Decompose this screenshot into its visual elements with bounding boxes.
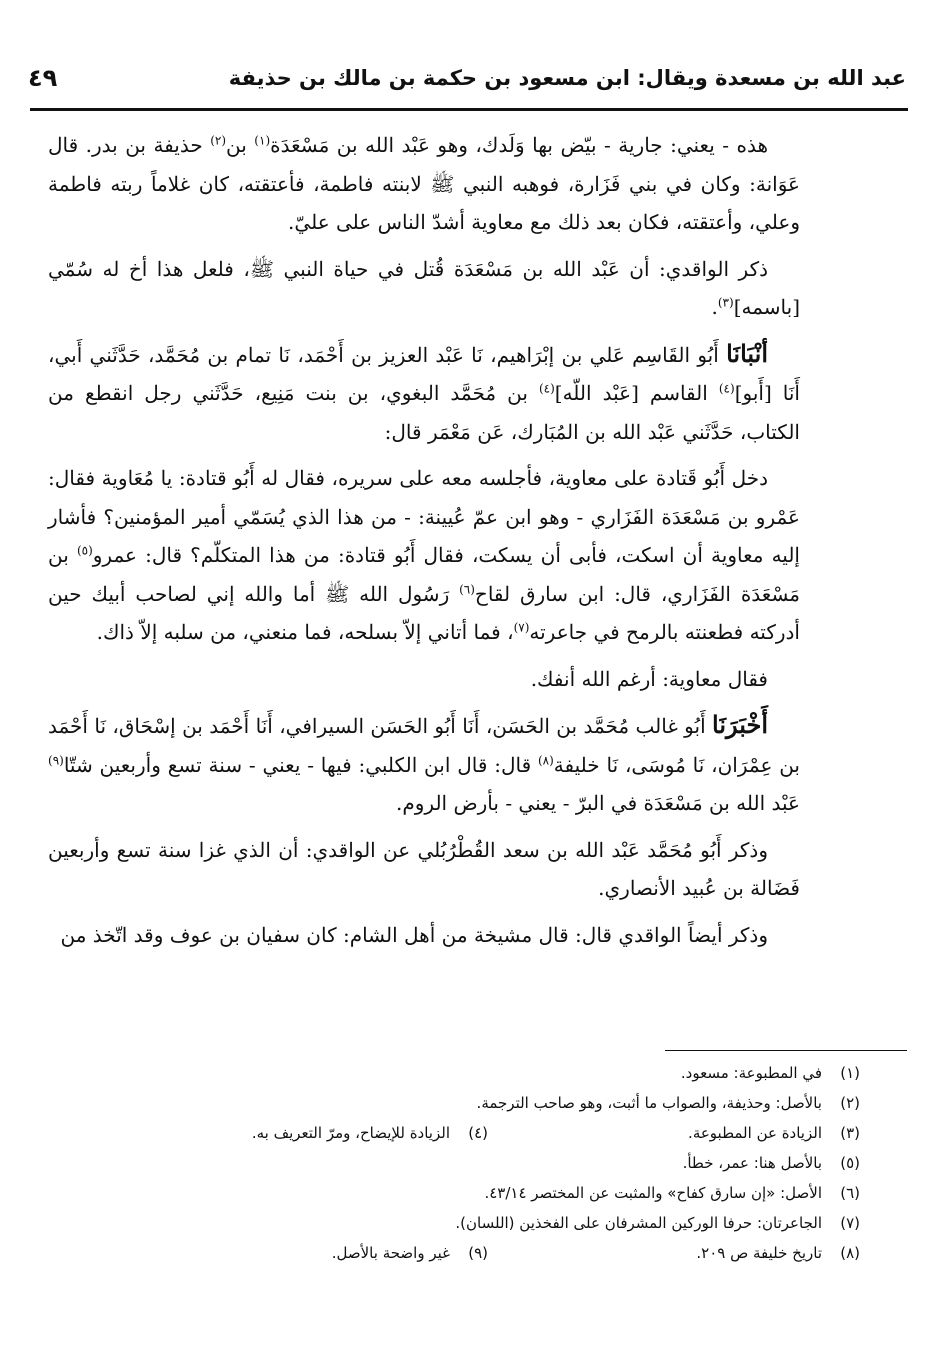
paragraph-8: وذكر أيضاً الواقدي قال: قال مشيخة من أهل الشام: كان سفيان بن عوف وقد اتّخذ من <box>60 922 768 947</box>
footnote-ref: (٤) <box>538 381 555 396</box>
footnote-ref: (٧) <box>513 620 530 635</box>
footnote-ref: (٣) <box>717 295 734 310</box>
page-header <box>28 62 906 106</box>
paragraph-2: ذكر الواقدي: أن عَبْد الله بن مَسْعَدَة قُتل في حياة النبي ﷺ، فلعل هذا أخ له سُمّي [باسمه]$^{(٣)}$. <box>48 256 800 319</box>
footnote-item: (٣)الزيادة عن المطبوعة. (٤)الزيادة للإيضاح، ومرّ التعريف به. <box>48 1118 860 1148</box>
isnad-lead: أنْبَانَا <box>726 338 768 368</box>
paragraph-5: فقال معاوية: أرغم الله أنفك. <box>530 666 768 691</box>
paragraph-4: دخل أَبُو قَتادة على معاوية، فأجلسه معه على سريره، فقال له أَبُو قتادة: يا مُعَاوية فقال: عَمْرو بن مَسْعَدَة الفَزَاري - وهو ابن عمّ عُيينة: - من هذا الذي يُسَمّي أمير المؤمنين؟ فأشار إليه معاوية أن اسكت، فأبى أن يسكت، فقال أَبُو قتادة: من هذا المتكلّم؟ قال: عمرو$^{(٥)}$ بن مَسْعَدَة الفَزَاري، قال: ابن سارق لقاح$^{(٦)}$ رَسُول الله ﷺ أما والله إني لصاحب أبيك حين أدركته فطعنته بالرمح في جاعرته$^{(٧)}$، فما أتاني إلاّ بسلحه، فما منعني، من سلبه إلاّ ذاك. <box>48 466 801 644</box>
footnote-item: (٤)الزيادة للإيضاح، ومرّ التعريف به. <box>251 1124 488 1142</box>
footnote-ref: (٤) <box>718 381 735 396</box>
main-text <box>48 126 800 962</box>
footnote-ref: (٢) <box>210 133 227 148</box>
footnote-item: (٩)غير واضحة بالأصل. <box>331 1244 488 1262</box>
header-rule <box>30 108 908 111</box>
footnote-item: (٧)الجاعرتان: حرفا الوركين المشرفان على الفخذين (اللسان). <box>455 1214 860 1232</box>
footnotes <box>48 1058 860 1268</box>
footnote-item: (٢)بالأصل: وحذيفة، والصواب ما أثبت، وهو صاحب الترجمة. <box>476 1094 860 1112</box>
footnote-ref: (٥) <box>76 543 93 558</box>
running-title: عبد الله بن مسعدة ويقال: ابن مسعود بن حكمة بن مالك بن حذيفة <box>228 66 906 90</box>
page-number: ٤٩ <box>28 64 58 92</box>
footnote-item: (٨)تاريخ خليفة ص ٢٠٩. (٩)غير واضحة بالأصل. <box>48 1238 860 1268</box>
footnote-item: (٦)الأصل: «إن سارق كفاح» والمثبت عن المختصر ٤٣/١٤. <box>484 1184 860 1202</box>
paragraph-1: هذه - يعني: جارية - بيّض بها وَلَدك، وهو عَبْد الله بن مَسْعَدَة$^{(١)}$ بن$^{(٢)}$ حذيفة بن بدر. قال عَوَانة: وكان في بني فَزَارة، فوهبه النبي ﷺ لابنته فاطمة، فأعتقته، كان غلاماً ربته فاطمة وعلي، وأعتقته، فكان بعد ذلك مع معاوية أشدّ الناس على عليّ. <box>48 133 800 234</box>
footnote-item: (١)في المطبوعة: مسعود. <box>680 1064 860 1082</box>
isnad-lead: أَخْبَرَنَا <box>712 710 768 739</box>
paragraph-6: أَخْبَرَنَا أَبُو غالب مُحَمَّد بن الحَسَن، أَنَا أَبُو الحَسَن السيرافي، أَنَا أَحْمَد بن إسْحَاق، نَا أَحْمَد بن عِمْرَان، نَا مُوسَى، نَا خليفة$^{(٨)}$ قال: قال ابن الكلبي: فيها - يعني - سنة تسع وأربعين شتّا$^{(٩)}$ عَبْد الله بن مَسْعَدَة في البرّ - يعني - بأرض الروم. <box>48 710 800 815</box>
footnote-ref: (٨) <box>537 752 554 767</box>
footnote-ref: (٦) <box>459 581 475 596</box>
footnote-ref: (١) <box>254 133 271 148</box>
footnote-ref: (٩) <box>48 752 64 767</box>
paragraph-7: وذكر أَبُو مُحَمَّد عَبْد الله بن سعد القُطْرُبُلي عن الواقدي: أن الذي غزا سنة تسع وأربعين فَضَالة بن عُبيد الأنصاري. <box>48 837 800 900</box>
footnote-item: (٥)بالأصل هنا: عمر، خطأ. <box>682 1154 860 1172</box>
footnote-rule <box>665 1050 907 1051</box>
paragraph-3: أنْبَانَا أَبُو القَاسِم عَلي بن إبْرَاهيم، نَا عَبْد العزيز بن أَحْمَد، نَا تمام بن مُحَمَّد، حَدَّثَني أَبي، أَنَا [أَبو]$^{(٤)}$ القاسم [عَبْد اللّه]$^{(٤)}$ بن مُحَمَّد البغوي، بن بنت مَنِيع، حَدَّثَني رجل انقطع من الكتاب، حَدَّثَني عَبْد الله بن المُبَارك، عَن مَعْمَر قال: <box>48 338 800 444</box>
